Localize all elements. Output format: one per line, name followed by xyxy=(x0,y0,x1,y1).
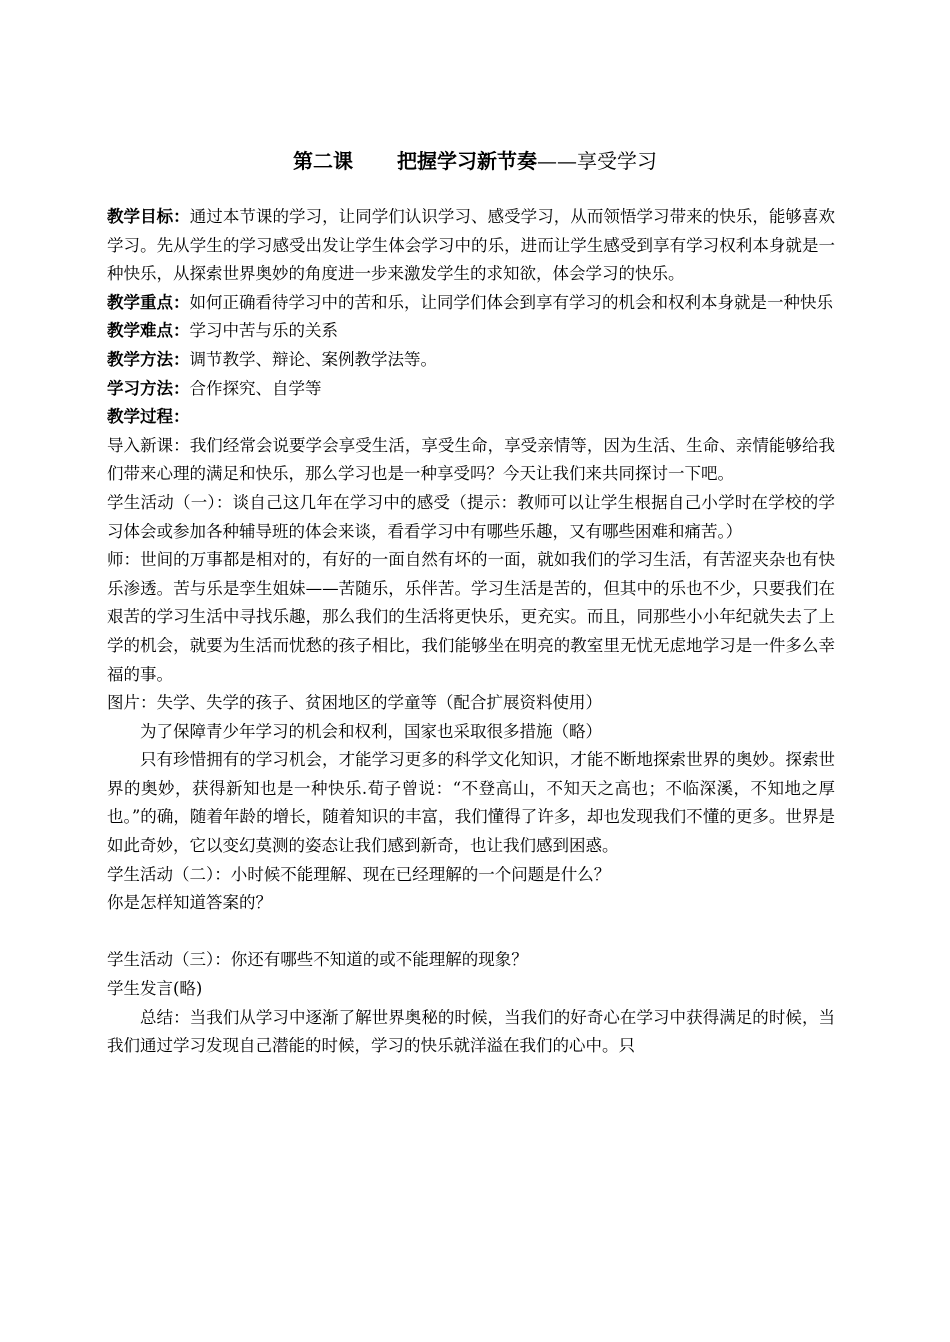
key-point xyxy=(107,289,835,318)
explore-paragraph: 只有珍惜拥有的学习机会，才能学习更多的科学文化知识，才能不断地探索世界的奥妙。探索世界的奥妙，获得新知也是一种快乐.荀子曾说：“不登高山，不知天之高也；不临深溪，不知地之厚也。”的确，随着年龄的增长，随着知识的丰富，我们懂得了许多，却也发现我们不懂的更多。世界是如此奇妙，它以变幻莫测的姿态让我们感到新奇，也让我们感到困惑。 xyxy=(107,750,835,856)
difficulty-text: 学习中苦与乐的关系 xyxy=(189,321,338,341)
protect-paragraph: 为了保障青少年学习的机会和权利，国家也采取很多措施（略） xyxy=(140,721,602,741)
teaching-goal-text: 通过本节课的学习，让同学们认识学习、感受学习，从而领悟学习带来的快乐，能够喜欢学习。先从学生的学习感受出发让学生体会学习中的乐，进而让学生感受到享有学习权利本身就是一种快乐，从探索世界奥妙的角度进一步来激发学生的求知欲，体会学习的快乐。 xyxy=(107,207,836,284)
teaching-goal-label: 教学目标： xyxy=(107,207,190,226)
activity-three-line: 学生活动（三）：你还有哪些不知道的或不能理解的现象？ xyxy=(107,950,528,970)
teaching-goal xyxy=(107,203,835,289)
difficulty-label: 教学难点： xyxy=(107,321,190,341)
learning-method-label: 学习方法： xyxy=(107,378,190,398)
activity-two-continuation: 你是怎样知道答案的？ xyxy=(107,893,272,913)
key-point-text: 如何正确看待学习中的苦和乐，让同学们体会到享有学习的机会和权利本身就是一种快乐 xyxy=(189,292,833,312)
learning-method-text: 合作探究、自学等 xyxy=(189,378,322,398)
teaching-method xyxy=(107,346,835,375)
activity-two-line: 学生活动（二）：小时候不能理解、现在已经理解的一个问题是什么？ xyxy=(107,864,611,884)
document-body xyxy=(107,203,835,1061)
picture-paragraph: 图片：失学、失学的孩子、贫困地区的学童等（配合扩展资料使用） xyxy=(107,693,602,713)
teaching-process-label: 教学过程： xyxy=(107,407,190,427)
teaching-process xyxy=(107,403,835,432)
student-speech: 学生发言(略) xyxy=(107,979,203,999)
key-point-label: 教学重点： xyxy=(107,292,190,312)
lesson-subtitle: ——享受学习 xyxy=(537,149,657,173)
teaching-method-label: 教学方法： xyxy=(107,349,190,369)
lesson-title xyxy=(0,147,950,175)
lesson-number: 第二课 xyxy=(293,149,353,173)
learning-method xyxy=(107,375,835,404)
summary-paragraph: 总结：当我们从学习中逐渐了解世界奥秘的时候，当我们的好奇心在学习中获得满足的时候，当我们通过学习发现自己潜能的时候，学习的快乐就洋溢在我们的心中。只 xyxy=(107,1007,835,1056)
teaching-method-text: 调节教学、辩论、案例教学法等。 xyxy=(189,349,437,369)
intro-paragraph: 导入新课：我们经常会说要学会享受生活，享受生命，享受亲情等，因为生活、生命、亲情能够给我们带来心理的满足和快乐，那么学习也是一种享受吗？今天让我们来共同探讨一下吧。 xyxy=(107,435,835,484)
lesson-main-title: 把握学习新节奏 xyxy=(397,149,537,173)
activity-one-paragraph: 学生活动（一）：谈自己这几年在学习中的感受（提示：教师可以让学生根据自己小学时在学校的学习体会或参加各种辅导班的体会来谈，看看学习中有哪些乐趣，又有哪些困难和痛苦。） xyxy=(107,492,835,541)
teacher-paragraph: 师：世间的万事都是相对的，有好的一面自然有坏的一面，就如我们的学习生活，有苦涩夹杂也有快乐渗透。苦与乐是孪生姐妹——苦随乐，乐伴苦。学习生活是苦的，但其中的乐也不少，只要我们在艰苦的学习生活中寻找乐趣，那么我们的生活将更快乐，更充实。而且，同那些小小年纪就失去了上学的机会，就要为生活而忧愁的孩子相比，我们能够坐在明亮的教室里无忧无虑地学习是一件多么幸福的事。 xyxy=(107,550,835,684)
blank-line xyxy=(107,918,835,947)
difficulty xyxy=(107,317,835,346)
